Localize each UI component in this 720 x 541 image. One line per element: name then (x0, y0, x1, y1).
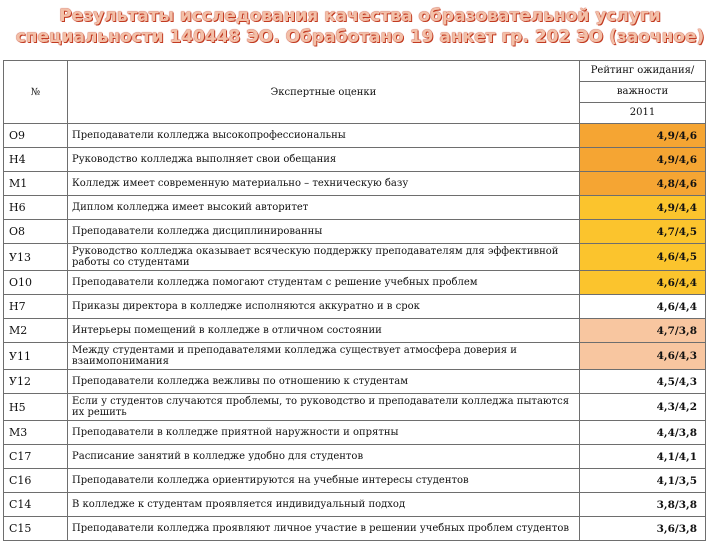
table-row (4, 244, 706, 271)
table-row (4, 220, 706, 244)
page-title (0, 6, 720, 48)
row-rating-value: 4,6/4,3 (580, 343, 706, 370)
row-statement: Преподаватели колледжа проявляют личное участие в решении учебных проблем студентов (68, 517, 580, 541)
row-rating-value: 4,7/3,8 (580, 319, 706, 343)
title-line-2: специальности 140448 ЭО. Обработано 19 анкет гр. 202 ЭО (заочное) (15, 27, 705, 47)
row-statement: Приказы директора в колледже исполняются аккуратно и в срок (68, 295, 580, 319)
row-rating-value: 4,7/4,5 (580, 220, 706, 244)
row-rating-value: 4,4/3,8 (580, 421, 706, 445)
header-number: № (4, 61, 68, 124)
row-statement: Преподаватели колледжа ориентируются на учебные интересы студентов (68, 469, 580, 493)
table-row (4, 517, 706, 541)
row-statement: Преподаватели колледжа дисциплинированны (68, 220, 580, 244)
row-statement: Интерьеры помещений в колледже в отличном состоянии (68, 319, 580, 343)
row-code: М1 (4, 172, 68, 196)
row-rating-value: 4,9/4,6 (580, 124, 706, 148)
row-statement: Преподаватели колледжа помогают студентам с решение учебных проблем (68, 271, 580, 295)
table-row (4, 271, 706, 295)
row-statement: В колледже к студентам проявляется индивидуальный подход (68, 493, 580, 517)
table-row (4, 370, 706, 394)
row-code: С15 (4, 517, 68, 541)
table-row (4, 343, 706, 370)
table-header-row (4, 61, 706, 124)
row-statement: Расписание занятий в колледже удобно для студентов (68, 445, 580, 469)
row-rating-value: 4,9/4,4 (580, 196, 706, 220)
results-table (3, 60, 706, 541)
table-row (4, 196, 706, 220)
row-code: У12 (4, 370, 68, 394)
row-rating-value: 4,6/4,4 (580, 295, 706, 319)
row-code: Н4 (4, 148, 68, 172)
row-statement: Преподаватели колледжа вежливы по отношению к студентам (68, 370, 580, 394)
row-rating-value: 4,6/4,5 (580, 244, 706, 271)
title-line-1: Результаты исследования качества образовательной услуги (59, 6, 661, 26)
table-row (4, 445, 706, 469)
row-rating-value: 4,5/4,3 (580, 370, 706, 394)
row-statement: Между студентами и преподавателями колледжа существует атмосфера доверия и взаимопонимания (68, 343, 580, 370)
row-statement: Руководство колледжа выполняет свои обещания (68, 148, 580, 172)
table-row (4, 295, 706, 319)
header-rating (580, 61, 706, 124)
row-code: У13 (4, 244, 68, 271)
row-code: С14 (4, 493, 68, 517)
row-code: С17 (4, 445, 68, 469)
row-code: С16 (4, 469, 68, 493)
row-rating-value: 3,8/3,8 (580, 493, 706, 517)
row-rating-value: 4,1/4,1 (580, 445, 706, 469)
row-code: М3 (4, 421, 68, 445)
row-rating-value: 3,6/3,8 (580, 517, 706, 541)
row-rating-value: 4,6/4,4 (580, 271, 706, 295)
row-statement: Преподаватели колледжа высокопрофессиональны (68, 124, 580, 148)
header-expert-assessments: Экспертные оценки (68, 61, 580, 124)
table-row (4, 493, 706, 517)
row-code: О8 (4, 220, 68, 244)
row-code: Н7 (4, 295, 68, 319)
row-code: О9 (4, 124, 68, 148)
header-rating-importance: важности (616, 86, 669, 97)
table-body (4, 124, 706, 541)
table-row (4, 319, 706, 343)
row-code: О10 (4, 271, 68, 295)
row-rating-value: 4,9/4,6 (580, 148, 706, 172)
row-statement: Руководство колледжа оказывает всяческую поддержку преподавателям для эффективной работы со студентами (68, 244, 580, 271)
row-rating-value: 4,8/4,6 (580, 172, 706, 196)
row-statement: Диплом колледжа имеет высокий авторитет (68, 196, 580, 220)
table-row (4, 469, 706, 493)
row-code: М2 (4, 319, 68, 343)
row-rating-value: 4,1/3,5 (580, 469, 706, 493)
row-statement: Преподаватели в колледже приятной наружности и опрятны (68, 421, 580, 445)
row-code: Н5 (4, 394, 68, 421)
row-code: У11 (4, 343, 68, 370)
table-row (4, 148, 706, 172)
table-row (4, 172, 706, 196)
table-row (4, 394, 706, 421)
row-statement: Колледж имеет современную материально – техническую базу (68, 172, 580, 196)
row-rating-value: 4,3/4,2 (580, 394, 706, 421)
table-row (4, 124, 706, 148)
row-statement: Если у студентов случаются проблемы, то руководство и преподаватели колледжа пытаются их решить (68, 394, 580, 421)
table-row (4, 421, 706, 445)
header-year: 2011 (580, 102, 705, 123)
row-code: Н6 (4, 196, 68, 220)
header-rating-label: Рейтинг ожидания/ (580, 61, 705, 82)
